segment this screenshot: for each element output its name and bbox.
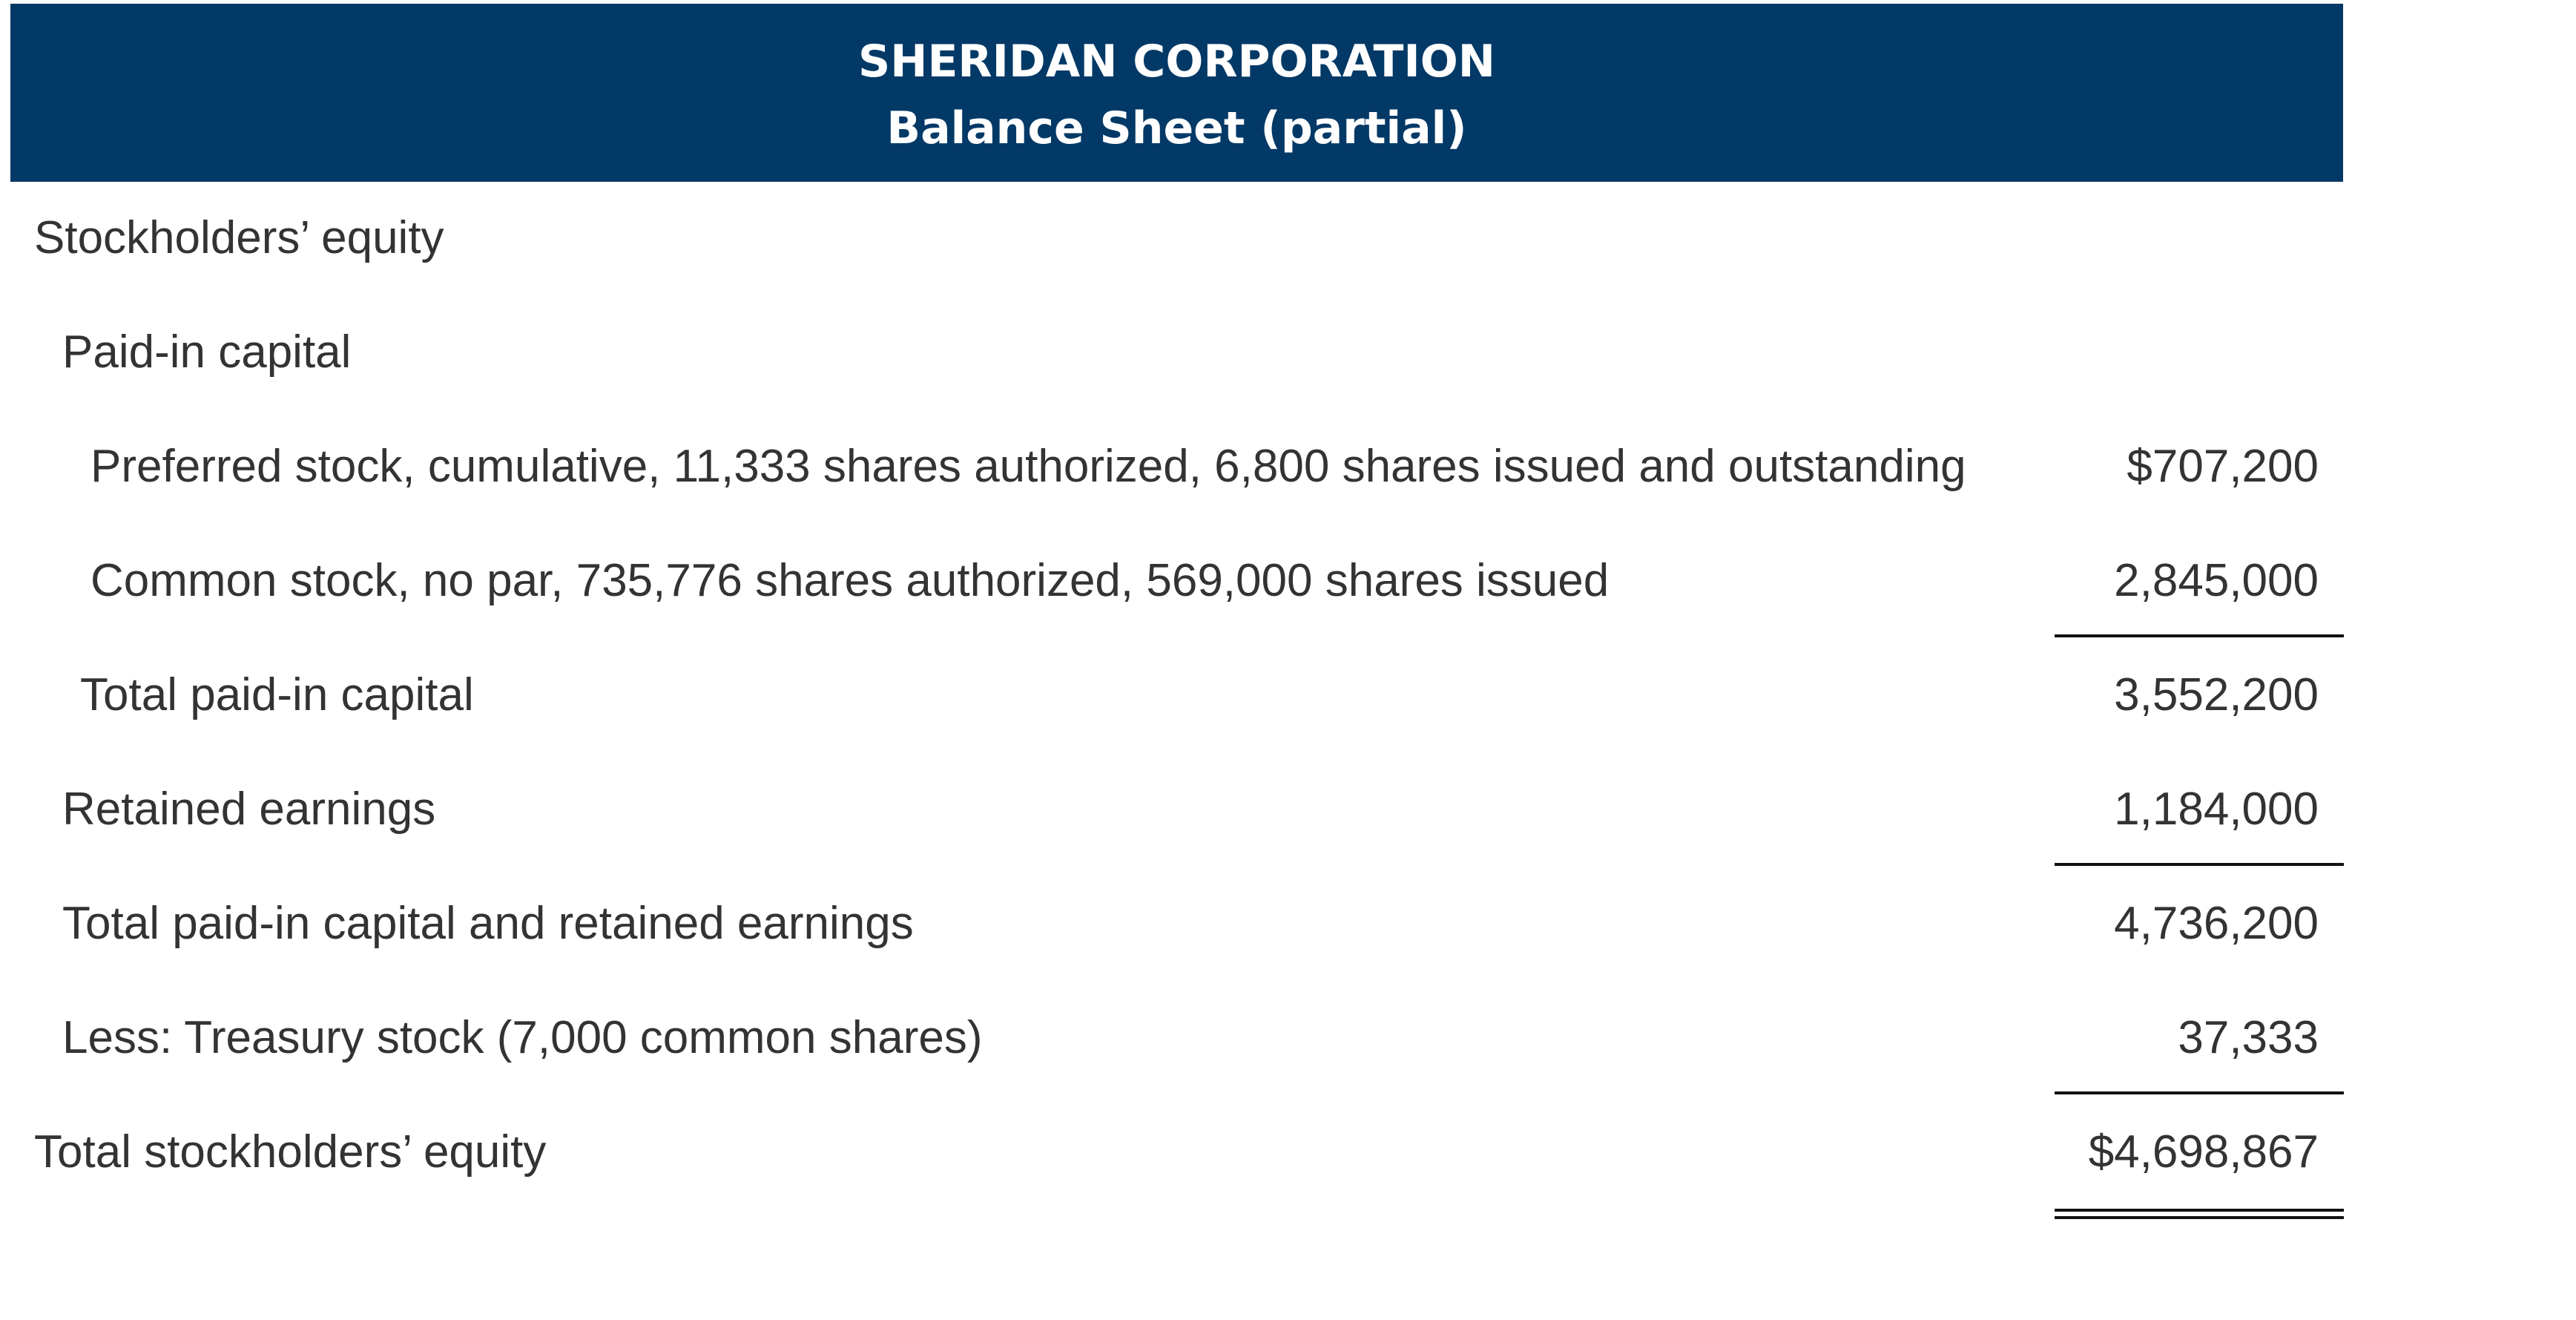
subtotal-rule [2055, 1091, 2344, 1094]
subtotal-rule [2055, 634, 2344, 637]
row-amount: $4,698,867 [2088, 1126, 2319, 1178]
row-label: Less: Treasury stock (7,000 common shares) [62, 1012, 983, 1063]
section-heading-stockholders-equity [0, 182, 2344, 293]
row-amount: $707,200 [2127, 441, 2319, 492]
row-total-paid-in-capital [0, 639, 2344, 750]
row-amount: 2,845,000 [2114, 555, 2319, 606]
statement-header [10, 4, 2343, 182]
subtotal-rule [2055, 863, 2344, 866]
row-amount: 37,333 [2178, 1012, 2319, 1063]
row-common-stock [0, 525, 2344, 636]
row-amount: 3,552,200 [2114, 669, 2319, 720]
company-name: SHERIDAN CORPORATION [858, 36, 1495, 88]
row-amount: 1,184,000 [2114, 784, 2319, 835]
row-total-stockholders-equity [0, 1096, 2344, 1207]
row-label: Common stock, no par, 735,776 shares authorized, 569,000 shares issued [90, 555, 1610, 606]
row-amount: 4,736,200 [2114, 898, 2319, 949]
row-preferred-stock [0, 410, 2344, 522]
statement-title: Balance Sheet (partial) [886, 102, 1467, 154]
row-label: Retained earnings [62, 784, 436, 835]
grand-total-double-rule [2055, 1209, 2344, 1219]
row-label: Preferred stock, cumulative, 11,333 shares authorized, 6,800 shares issued and outstanding [90, 441, 1966, 492]
row-label: Stockholders’ equity [34, 212, 444, 263]
row-label: Total paid-in capital [80, 669, 474, 720]
row-label: Total paid-in capital and retained earnings [62, 898, 914, 949]
row-treasury-stock [0, 982, 2344, 1093]
row-label: Paid-in capital [62, 326, 352, 378]
row-total-paid-in-capital-and-retained-earnings [0, 867, 2344, 979]
subsection-heading-paid-in-capital [0, 296, 2344, 407]
row-label: Total stockholders’ equity [34, 1126, 547, 1178]
row-retained-earnings [0, 753, 2344, 864]
